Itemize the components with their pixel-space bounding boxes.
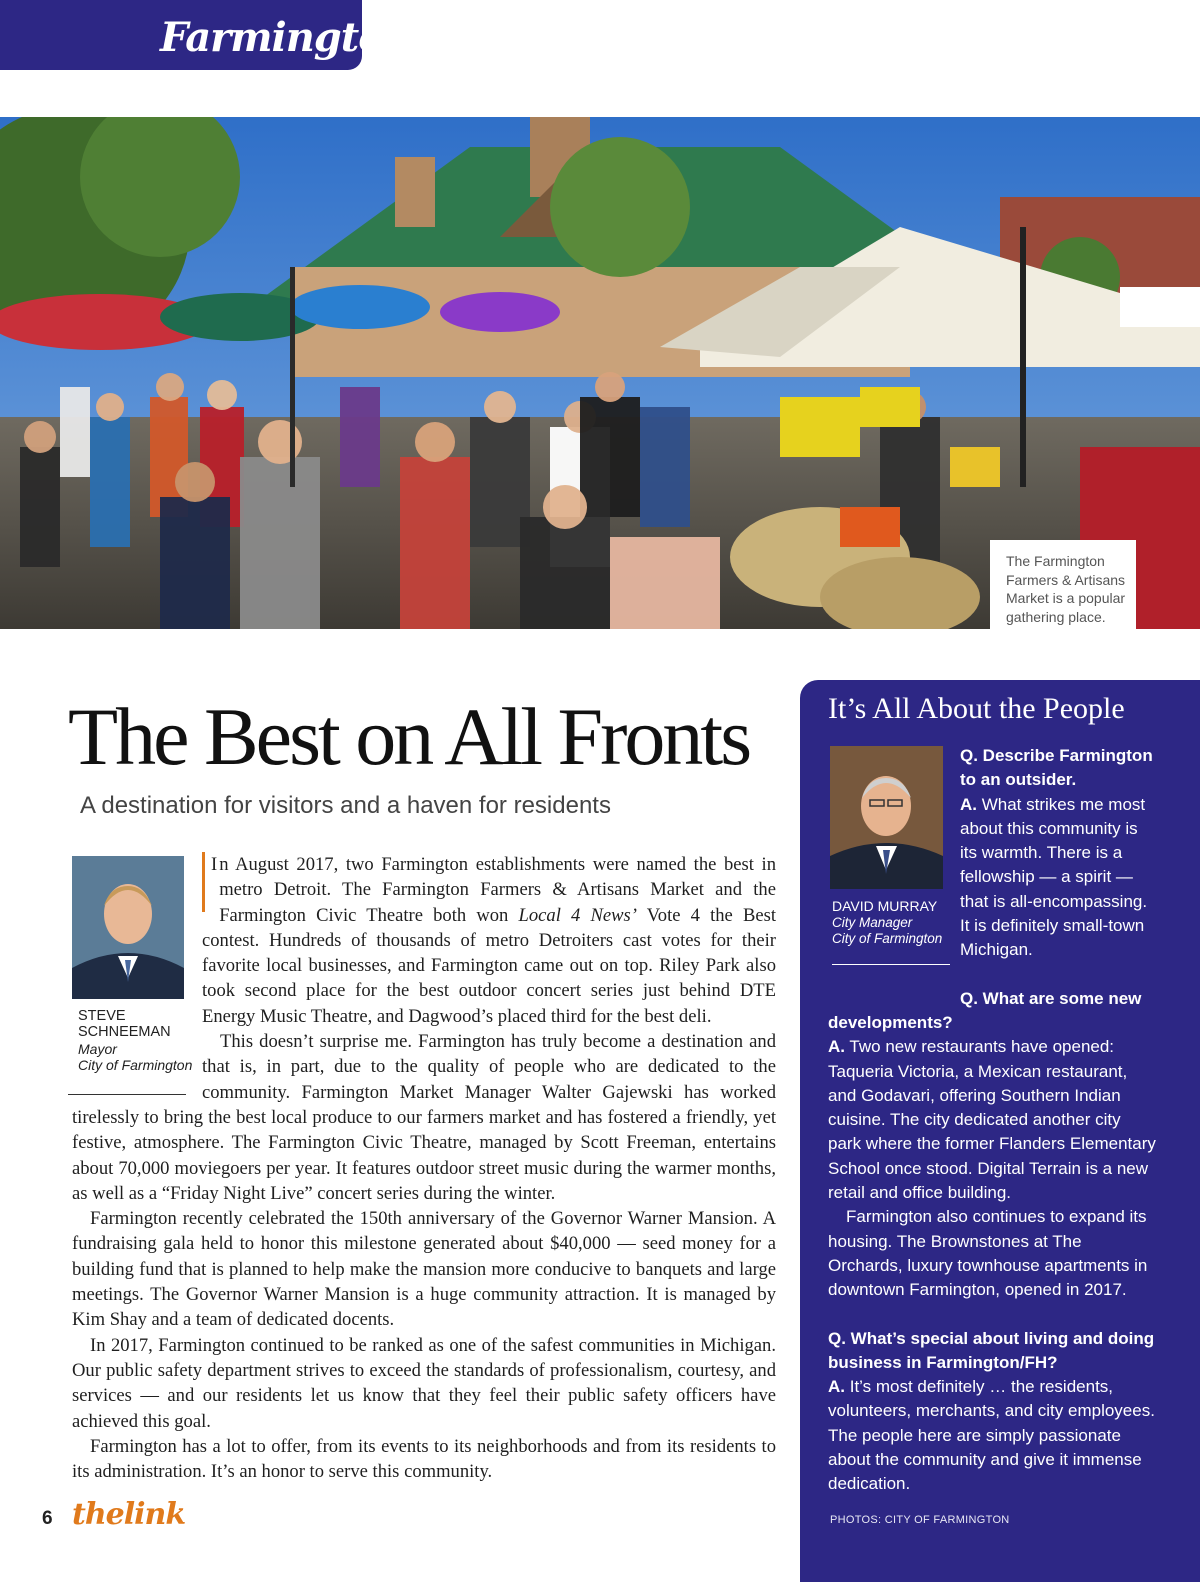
mayor-name: STEVE SCHNEEMAN bbox=[78, 1008, 171, 1040]
city-manager-portrait bbox=[830, 746, 943, 889]
photo-credit: PHOTOS: CITY OF FARMINGTON bbox=[830, 1514, 1010, 1526]
answer-2-continued: Farmington also continues to expand its housing. The Brownstones at The Orchards, luxury townhouse apartments in downtown Farmington, opened in 2017. bbox=[828, 1207, 1148, 1300]
city-manager-role: City Manager bbox=[832, 915, 913, 930]
question-2: Q. What are some new developments? bbox=[828, 988, 1142, 1032]
page-number: 6 bbox=[42, 1508, 53, 1529]
answer-1: A. What strikes me most about this community is its warmth. There is a fellowship — a spirit — that is all-encompassing. It is definitely small-town Michigan. bbox=[960, 794, 1148, 960]
article-paragraph-5: Farmington has a lot to offer, from its events to its neighborhoods and from its residents to its administration. It’s an honor to serve this community. bbox=[72, 1435, 776, 1483]
dropcap: I bbox=[202, 852, 217, 912]
article-paragraph-3: Farmington recently celebrated the 150th anniversary of the Governor Warner Mansion. A fundraising gala held to honor this milestone generated about $40,000 — seed money for a building fund that is planned to help make the mansion more conducive to banquets and large meetings. The Governor Warner Mansion is a huge community attraction. It is managed by Kim Shay and a team of dedicated docents. bbox=[72, 1208, 776, 1331]
section-banner bbox=[0, 0, 413, 70]
city-manager-name: DAVID MURRAY bbox=[832, 898, 938, 914]
article-paragraph-2: This doesn’t surprise me. Farmington has truly become a destination and that is, in part, due to the quality of people who are dedicated to the community. Farmington Market Manager Walter Gajewski has worked tirelessly to bring the best local produce to our farmers market and has fostered a friendly, yet festive, atmosphere. The Farmington Civic Theatre, managed by Scott Freeman, entertains about 70,000 moviegoers per year. It features outdoor street music during the warmer months, as well as a “Friday Night Live” concert series during the winter. bbox=[72, 1031, 776, 1204]
article-body bbox=[72, 852, 776, 1484]
article-paragraph-4: In 2017, Farmington continued to be ranked as one of the safest communities in Michigan. Our public safety department strives to exceed the standards of professionalism, courtesy, and services — and our residents let us know that they feel their public safety officers have achieved this goal. bbox=[72, 1334, 776, 1432]
sidebar-title: It’s All About the People bbox=[828, 692, 1125, 725]
portrait-spacer bbox=[72, 852, 202, 1098]
section-title: Farmington bbox=[160, 14, 413, 61]
answer-3: A. It’s most definitely … the residents, volunteers, merchants, and city employees. The people here are simply passionate about the community and give it immense dedication. bbox=[828, 1377, 1155, 1494]
article-paragraph-1: I n August 2017, two Farmington establishments were named the best in metro Detroit. The Farmington Farmers & Artisans Market and the Farmington Civic Theatre both won Local 4 News’ Vote 4 the Best contest. Hundreds of thousands of metro Detroiters cast votes for their favorite local businesses, and Farmington came out on top. Riley Park also took second place for the best outdoor concert series just behind DTE Energy Music Theatre, and Dagwood’s placed third for the best deli. bbox=[202, 854, 776, 1027]
qa-sidebar bbox=[800, 680, 1200, 1582]
magazine-logo: thelink bbox=[72, 1497, 186, 1532]
city-manager-title bbox=[832, 915, 962, 947]
article-headline: The Best on All Fronts bbox=[68, 691, 750, 782]
question-1: Q. Describe Farmington to an outsider. bbox=[960, 746, 1153, 790]
mayor-title-role: Mayor bbox=[78, 1041, 117, 1057]
photo-caption: The Farmington Farmers & Artisans Market is a popular gathering place. bbox=[990, 540, 1136, 652]
article-subhead: A destination for visitors and a haven for residents bbox=[80, 792, 611, 819]
answer-2: A. Two new restaurants have opened: Taqueria Victoria, a Mexican restaurant, and Godavari, offering Southern Indian cuisine. The city dedicated another city park where the former Flanders Elementary School once stood. Digital Terrain is a new retail and office building. bbox=[828, 1037, 1156, 1203]
mayor-title-city: City of Farmington bbox=[78, 1057, 193, 1073]
question-3: Q. What’s special about living and doing business in Farmington/FH? bbox=[828, 1328, 1155, 1372]
city-manager-divider bbox=[832, 964, 950, 965]
city-manager-city: City of Farmington bbox=[832, 931, 943, 946]
